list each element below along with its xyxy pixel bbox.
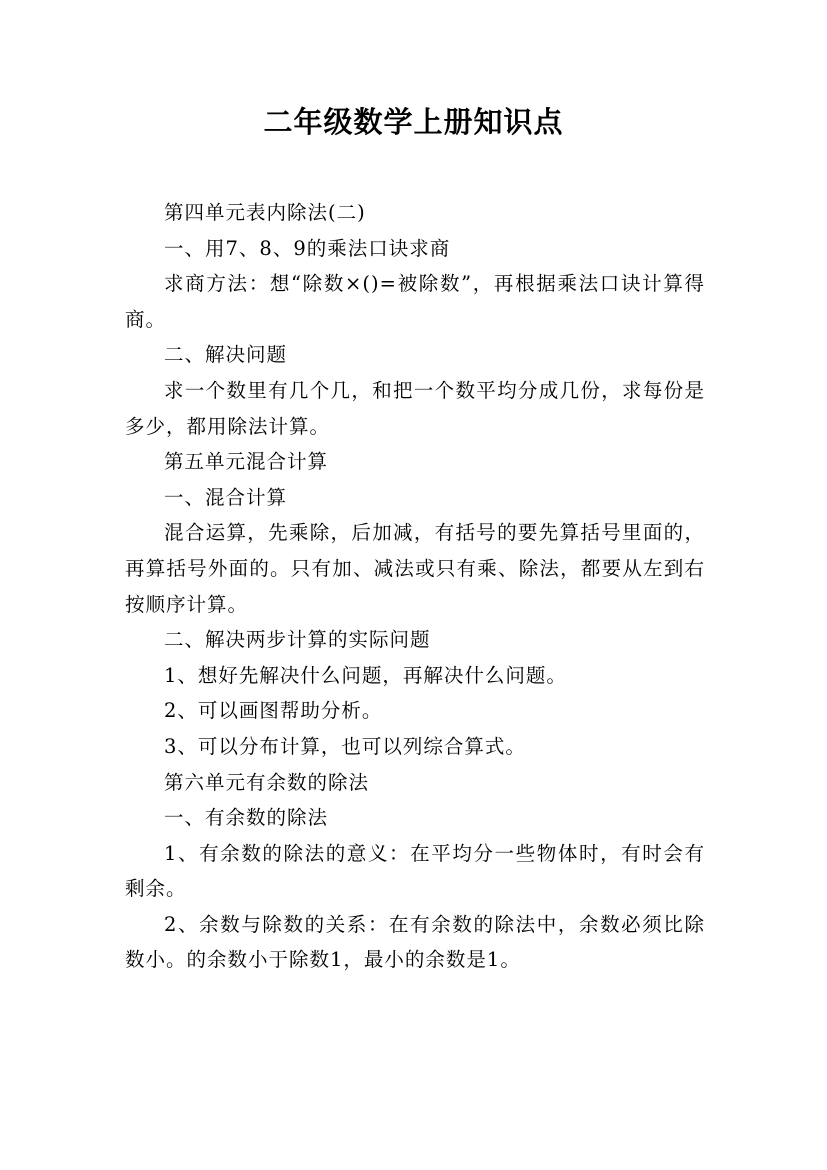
document-body — [125, 195, 705, 978]
paragraph-list-item: 2、余数与除数的关系：在有余数的除法中，余数必须比除数小。的余数小于除数1，最小的余数是1。 — [125, 912, 705, 972]
paragraph-section-heading: 一、有余数的除法 — [164, 806, 329, 830]
paragraph-unit-5-heading: 第五单元混合计算 — [164, 450, 329, 474]
paragraph-list-item: 3、可以分布计算，也可以列综合算式。 — [164, 734, 526, 758]
paragraph-unit-4-heading: 第四单元表内除法(二) — [164, 201, 366, 224]
paragraph-section-heading: 二、解决问题 — [164, 343, 288, 367]
paragraph-list-item: 2、可以画图帮助分析。 — [164, 699, 383, 723]
page-title: 二年级数学上册知识点 — [263, 105, 564, 139]
paragraph-unit-6-heading: 第六单元有余数的除法 — [164, 770, 370, 794]
paragraph-text: 混合运算，先乘除，后加减，有括号的要先算括号里面的，再算括号外面的。只有加、减法或只有乘、除法，都要从左到右按顺序计算。 — [125, 521, 705, 616]
paragraph-section-heading: 二、解决两步计算的实际问题 — [164, 628, 431, 652]
paragraph-list-item: 1、想好先解决什么问题，再解决什么问题。 — [164, 663, 567, 687]
paragraph-text: 求一个数里有几个几，和把一个数平均分成几份，求每份是多少，都用除法计算。 — [125, 378, 705, 438]
paragraph-section-heading: 一、混合计算 — [164, 485, 288, 509]
paragraph-text: 求商方法：想“除数×()=被除数”，再根据乘法口诀计算得商。 — [125, 272, 705, 331]
paragraph-list-item: 1、有余数的除法的意义：在平均分一些物体时，有时会有剩余。 — [125, 841, 705, 901]
paragraph-section-heading: 一、用7、8、9的乘法口诀求商 — [164, 236, 451, 260]
